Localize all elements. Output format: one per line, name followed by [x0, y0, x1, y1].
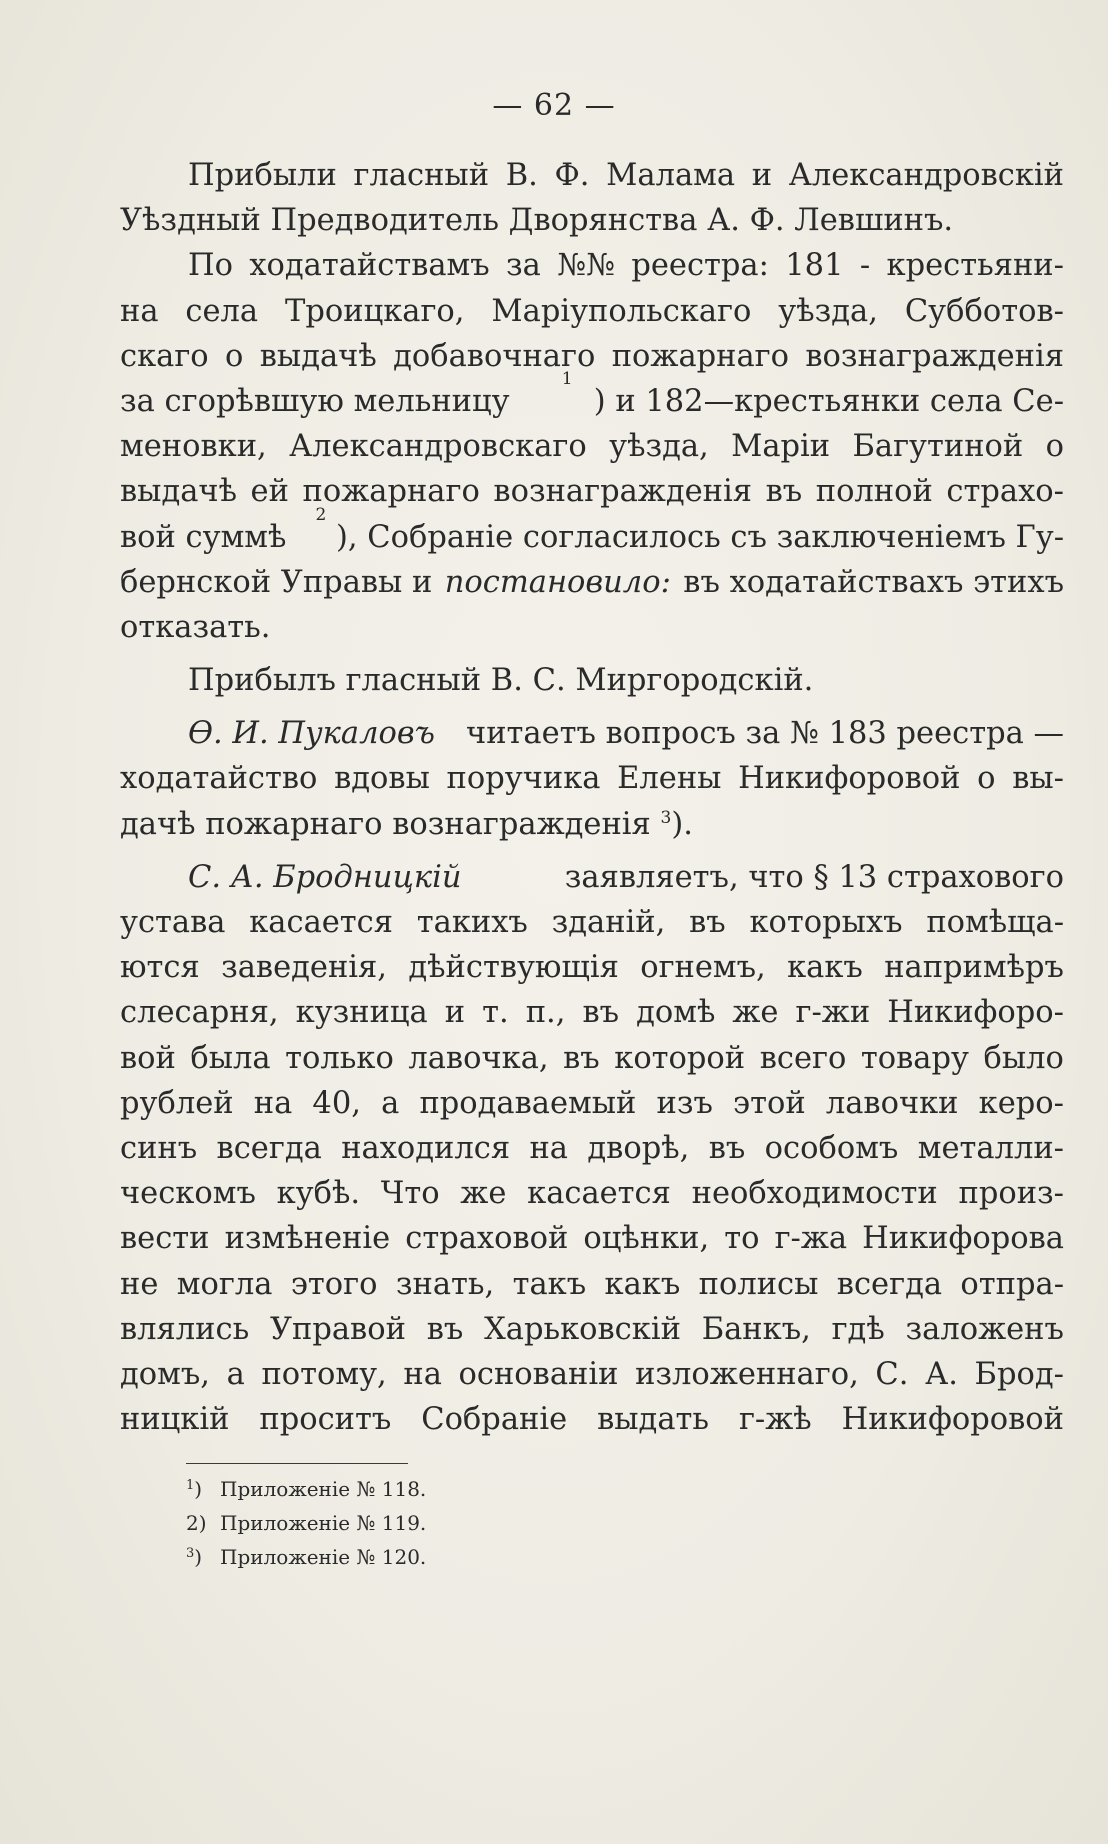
footnote-item: $^1$) Приложеніе № 118. [186, 1477, 427, 1501]
text-line: слесарня, кузница и т. п., въ домѣ же г-жи Никифоро- [120, 995, 1064, 1031]
text-line: С. А. Бродницкій заявляетъ, что § 13 страхового [120, 855, 1064, 900]
text-line: на села Троицкаго, Маріупольскаго уѣзда, Субботов- [120, 293, 1064, 329]
text-line: скаго о выдачѣ добавочнаго пожарнаго вознагражденія [120, 338, 1064, 374]
text-line: рублей на 40, а продаваемый изъ этой лавочки керо- [120, 1085, 1064, 1121]
text-line: ходатайство вдовы поручика Елены Никифоровой о вы- [120, 761, 1064, 797]
text-line: домъ, а потому, на основаніи изложеннаго, С. А. Брод- [120, 1356, 1064, 1392]
text-line: не могла этого знать, такъ какъ полисы всегда отпра- [120, 1266, 1064, 1302]
footnote-ref[interactable]: 1 [561, 368, 573, 389]
text-line: меновки, Александровскаго уѣзда, Маріи Багутиной о [120, 429, 1064, 465]
page-number: — 62 — [492, 88, 616, 123]
text-line: влялись Управой въ Харьковскій Банкъ, гдѣ заложенъ [120, 1311, 1064, 1347]
text-line: за сгорѣвшую мельницу 1 ) и 182—крестьянки села Се- [120, 379, 1064, 424]
text-line: синъ всегда находился на дворѣ, въ особомъ металли- [120, 1130, 1064, 1166]
footnote-ref[interactable]: 3 [660, 807, 672, 828]
text-line: вой суммѣ 2 ), Собраніе согласилось съ заключеніемъ Гу- [120, 515, 1064, 560]
footnotes [186, 1472, 426, 1574]
emphasis: постановило: [444, 564, 671, 600]
text-line: вести измѣненіе страховой оцѣнки, то г-жа Никифорова [120, 1221, 1064, 1257]
footnote-item: $^3$) Приложеніе № 120. [186, 1545, 427, 1569]
text-line: вой была только лавочка, въ которой всего товару было [120, 1040, 1064, 1076]
text-line: ческомъ кубѣ. Что же касается необходимости произ- [120, 1176, 1064, 1212]
text-line: Уѣздный Предводитель Дворянства А. Ф. Левшинъ. [120, 203, 954, 239]
text-line: Прибылъ гласный В. С. Миргородскій. [188, 663, 814, 699]
text-line: ницкій проситъ Собраніе выдать г-жѣ Никифоровой [120, 1402, 1064, 1438]
text-line: Ѳ. И. Пукаловъ читаетъ вопросъ за № 183 реестра — [120, 711, 1064, 756]
text-line: дачѣ пожарнаго вознагражденія $^3$). [120, 806, 693, 842]
text-line: выдачѣ ей пожарнаго вознагражденія въ полной страхо- [120, 474, 1064, 510]
text-line: бернской Управы и постановило: въ ходатайствахъ этихъ [120, 560, 1064, 605]
text-line: ются заведенія, дѣйствующія огнемъ, какъ напримѣръ [120, 950, 1064, 986]
footnote-item: 2) Приложеніе № 119. [186, 1511, 427, 1535]
text-line: устава касается такихъ зданій, въ которыхъ помѣща- [120, 905, 1064, 940]
speaker-name: Ѳ. И. Пукаловъ [188, 716, 435, 752]
text-line: Прибыли гласный В. Ф. Малама и Александровскій [188, 158, 1064, 193]
text-line: отказать. [120, 609, 271, 645]
speaker-name: С. А. Бродницкій [188, 859, 462, 895]
footnote-ref[interactable]: 2 [315, 504, 327, 525]
footnote-divider [186, 1463, 408, 1464]
body-text [120, 153, 1064, 1442]
text-line: По ходатайствамъ за №№ реестра: 181 - крестьяни- [188, 248, 1064, 284]
